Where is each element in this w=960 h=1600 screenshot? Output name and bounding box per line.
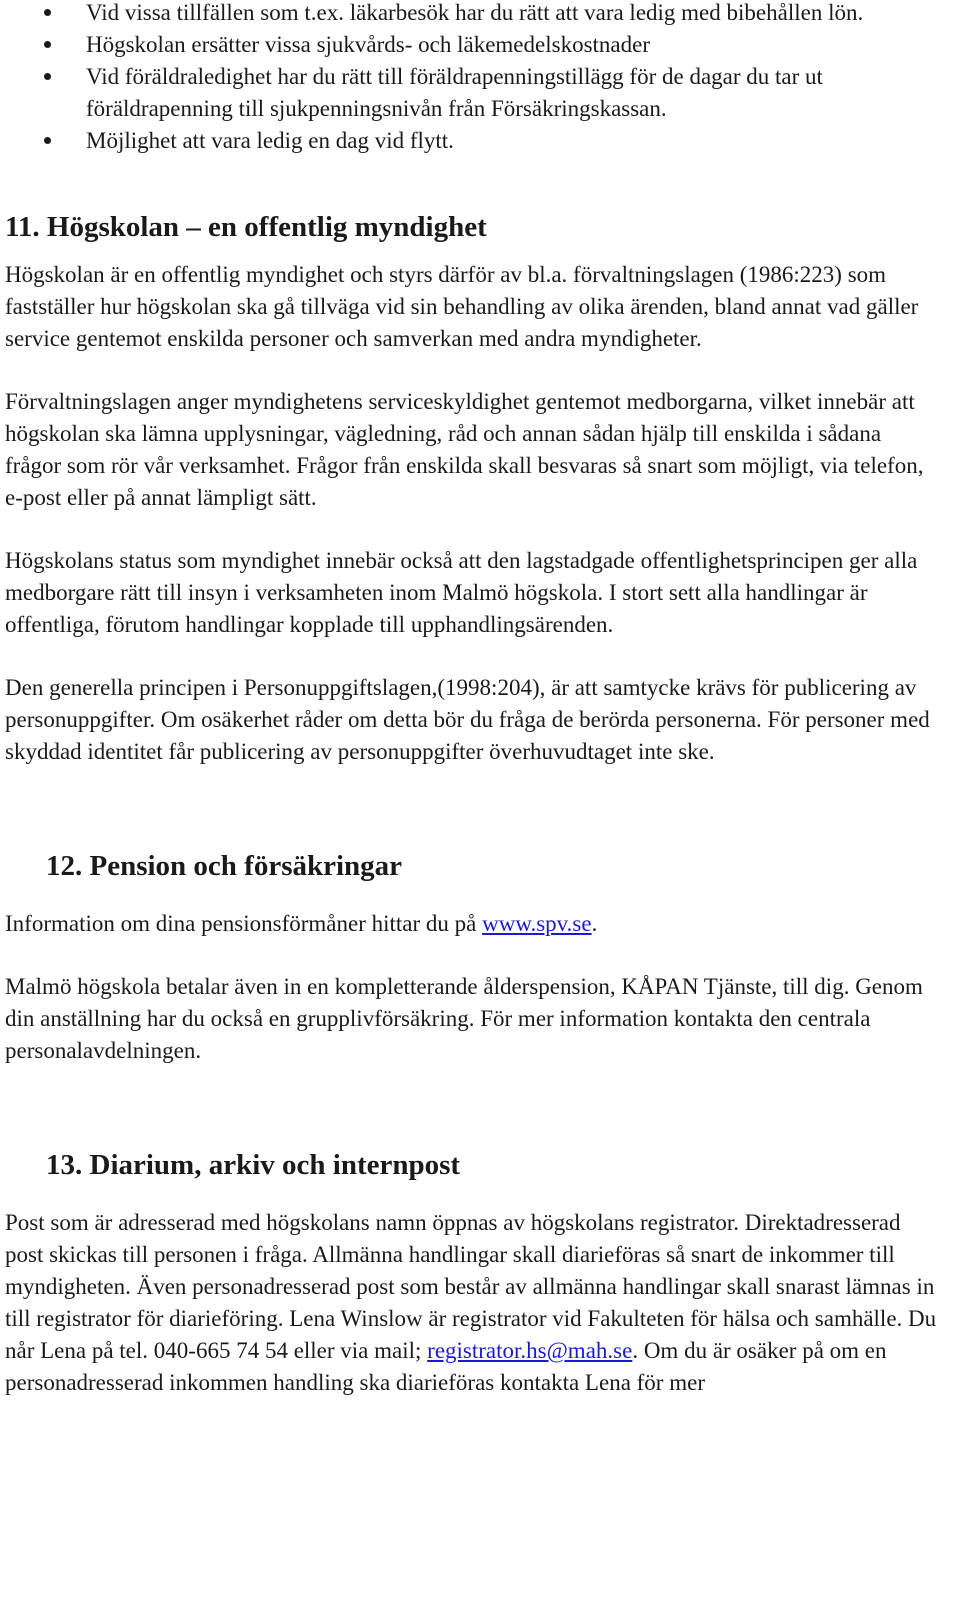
section-13-paragraph-1 <box>5 1207 940 1399</box>
section-11-heading: 11. Högskolan – en offentlig myndighet <box>5 211 487 243</box>
list-item-text: Vid vissa tillfällen som t.ex. läkarbesök har du rätt att vara ledig med bibehållen lön. <box>86 0 864 25</box>
list-item <box>5 125 940 157</box>
list-item <box>5 0 940 29</box>
section-12-paragraph-2: Malmö högskola betalar även in en kompletterande ålderspension, KÅPAN Tjänste, till dig. Genom din anställning har du också en grupplivförsäkring. För mer information kontakta den centrala personalavdelningen. <box>5 974 923 1063</box>
bullet-icon <box>44 41 51 48</box>
list-item-text: Vid föräldraledighet har du rätt till föräldrapenningstillägg för de dagar du tar ut föräldrapenning till sjukpenningsnivån från Försäkringskassan. <box>86 64 823 121</box>
section-13-paragraph-1-text: Post som är adresserad med högskolans namn öppnas av högskolans registrator. Direktadresserad post skickas till personen i fråga. Allmänna handlingar skall diarieföras så snart de inkommer till myndigheten. Även personadresserad post som består av allmänna handlingar skall snarast lämnas in till registrator för diarieföring. Lena Winslow är registrator vid Fakulteten för hälsa och samhälle. Du når Lena på tel. 040-665 74 54 eller via mail; <box>5 1210 937 1363</box>
section-12-paragraph-1 <box>5 908 940 940</box>
section-12-paragraph-1-text: Information om dina pensionsförmåner hittar du på <box>5 911 483 936</box>
section-12-paragraph-1-end: . <box>591 911 598 936</box>
bullet-icon <box>44 9 51 16</box>
section-13-paragraph-1-end: . Om du är osäker på om en personadresserad inkommen handling ska diarieföras kontakta Lena för mer <box>5 1338 887 1395</box>
list-item <box>5 29 940 61</box>
document-page <box>5 0 940 1399</box>
list-item-text: Högskolan ersätter vissa sjukvårds- och läkemedelskostnader <box>86 32 650 57</box>
section-11-paragraph-1: Högskolan är en offentlig myndighet och styrs därför av bl.a. förvaltningslagen (1986:223) som fastställer hur högskolan ska gå tillväga vid sin behandling av olika ärenden, bland annat vad gäller service gentemot enskilda personer och samverkan med andra myndigheter. <box>5 262 919 351</box>
bullet-icon <box>44 73 51 80</box>
section-12-heading: 12. Pension och försäkringar <box>46 850 403 882</box>
spv-link[interactable]: www.spv.se <box>482 911 592 936</box>
benefits-list <box>5 0 940 157</box>
section-11-paragraph-3: Högskolans status som myndighet innebär också att den lagstadgade offentlighetsprincipen ger alla medborgare rätt till insyn i verksamheten inom Malmö högskola. I stort sett alla handlingar är offentliga, förutom handlingar kopplade till upphandlingsärenden. <box>5 548 918 637</box>
list-item-text: Möjlighet att vara ledig en dag vid flytt. <box>86 128 454 153</box>
registrator-email-link[interactable]: registrator.hs@mah.se <box>427 1338 633 1363</box>
list-item <box>5 61 940 125</box>
section-11-paragraph-4: Den generella principen i Personuppgiftslagen,(1998:204), är att samtycke krävs för publicering av personuppgifter. Om osäkerhet råder om detta bör du fråga de berörda personerna. För personer med skyddad identitet får publicering av personuppgifter överhuvudtaget inte ske. <box>5 675 930 764</box>
bullet-icon <box>44 137 51 144</box>
section-13-heading: 13. Diarium, arkiv och internpost <box>46 1149 461 1181</box>
section-11-paragraph-2: Förvaltningslagen anger myndighetens serviceskyldighet gentemot medborgarna, vilket innebär att högskolan ska lämna upplysningar, vägledning, råd och annan sådan hjälp till enskilda i sådana frågor som rör vår verksamhet. Frågor från enskilda skall besvaras så snart som möjligt, via telefon, e-post eller på annat lämpligt sätt. <box>5 389 924 510</box>
